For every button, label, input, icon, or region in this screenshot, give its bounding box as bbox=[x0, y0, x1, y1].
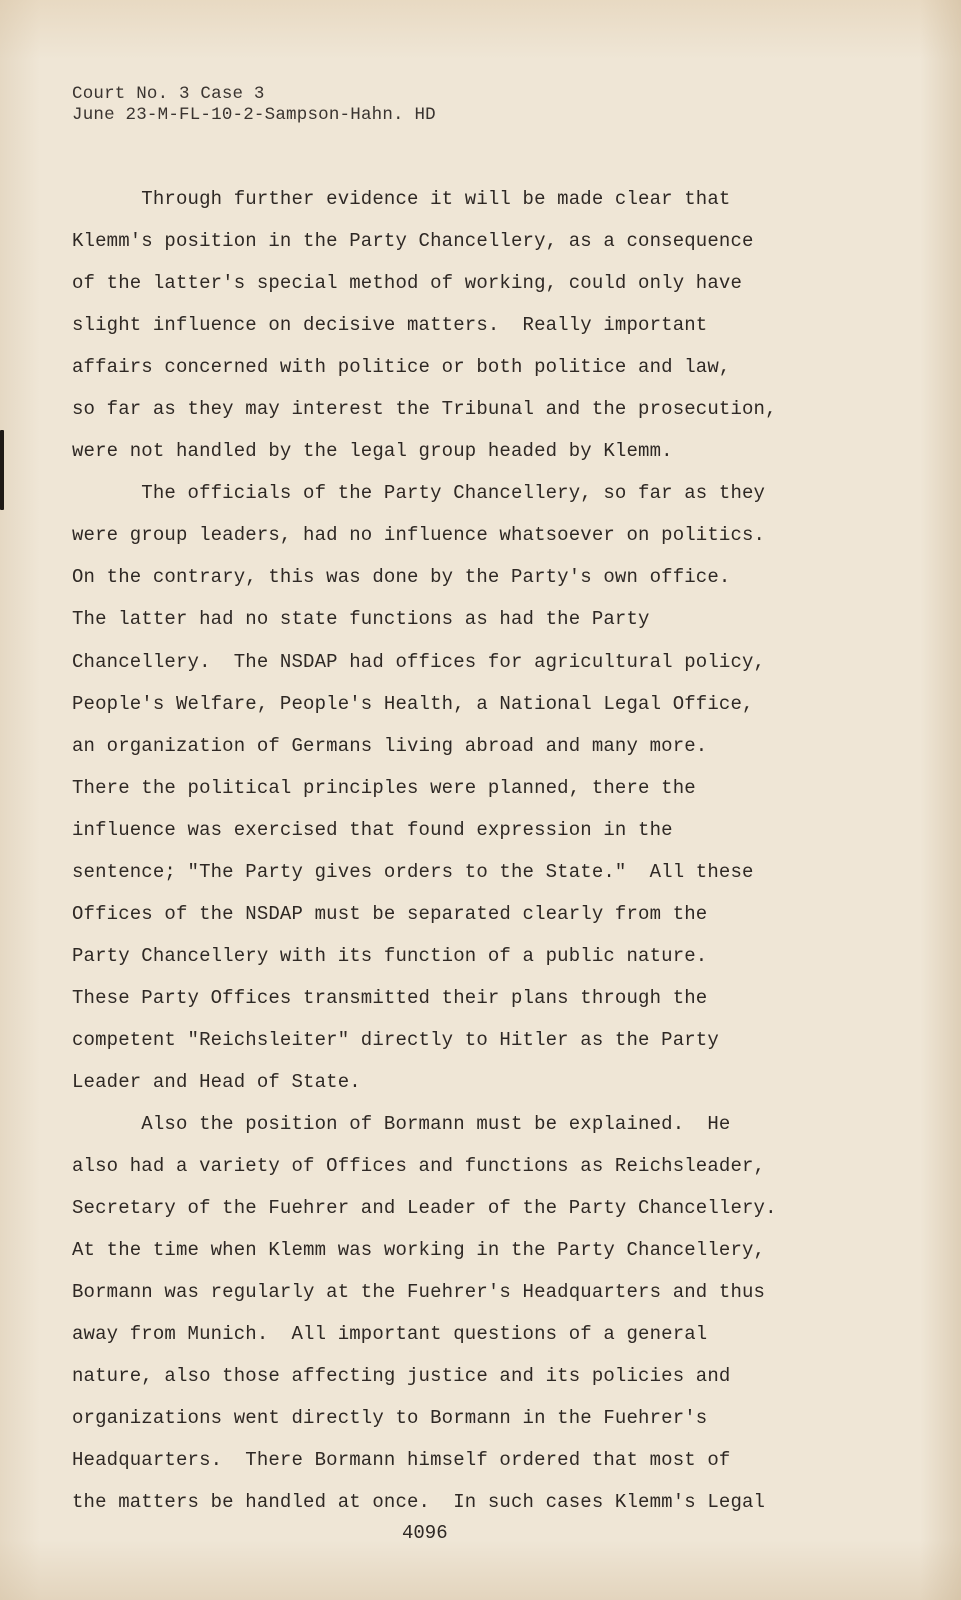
text-line: also had a variety of Offices and functions as Reichsleader, bbox=[72, 1155, 766, 1178]
header-court-case: Court No. 3 Case 3 bbox=[72, 84, 265, 104]
text-line: Offices of the NSDAP must be separated clearly from the bbox=[72, 902, 708, 925]
text-line: were group leaders, had no influence whatsoever on politics. bbox=[72, 524, 766, 547]
text-line: There the political principles were planned, there the bbox=[72, 776, 696, 799]
text-line: of the latter's special method of working, could only have bbox=[72, 272, 743, 295]
text-line: sentence; "The Party gives orders to the State." All these bbox=[72, 860, 754, 883]
text-line: were not handled by the legal group headed by Klemm. bbox=[72, 440, 673, 463]
page-number: 4096 bbox=[402, 1522, 448, 1544]
text-line: People's Welfare, People's Health, a National Legal Office, bbox=[72, 692, 754, 715]
text-line: The latter had no state functions as had the Party bbox=[72, 608, 650, 631]
text-line: Klemm's position in the Party Chancellery, as a consequence bbox=[72, 230, 754, 253]
text-line: influence was exercised that found expression in the bbox=[72, 818, 673, 841]
text-line: These Party Offices transmitted their plans through the bbox=[72, 986, 708, 1009]
text-line: On the contrary, this was done by the Party's own office. bbox=[72, 566, 731, 589]
text-line: organizations went directly to Bormann in the Fuehrer's bbox=[72, 1407, 708, 1430]
text-line: The officials of the Party Chancellery, so far as they bbox=[72, 482, 766, 505]
text-line: away from Munich. All important questions of a general bbox=[72, 1323, 708, 1346]
document-body bbox=[72, 178, 902, 1524]
document-header bbox=[72, 84, 436, 126]
text-line: Through further evidence it will be made clear that bbox=[72, 188, 731, 210]
text-line: affairs concerned with politice or both politice and law, bbox=[72, 356, 731, 379]
text-line: nature, also those affecting justice and its policies and bbox=[72, 1365, 731, 1388]
text-line: so far as they may interest the Tribunal and the prosecution, bbox=[72, 398, 777, 421]
text-line: Headquarters. There Bormann himself ordered that most of bbox=[72, 1449, 731, 1472]
text-line: Party Chancellery with its function of a public nature. bbox=[72, 944, 708, 967]
text-line: At the time when Klemm was working in the Party Chancellery, bbox=[72, 1239, 766, 1262]
text-line: competent "Reichsleiter" directly to Hitler as the Party bbox=[72, 1028, 719, 1051]
text-line: Leader and Head of State. bbox=[72, 1070, 361, 1093]
text-line: slight influence on decisive matters. Really important bbox=[72, 314, 708, 337]
header-reference-code: June 23-M-FL-10-2-Sampson-Hahn. HD bbox=[72, 105, 436, 125]
text-line: Bormann was regularly at the Fuehrer's Headquarters and thus bbox=[72, 1281, 766, 1304]
text-line: an organization of Germans living abroad and many more. bbox=[72, 734, 708, 757]
binding-mark bbox=[0, 430, 4, 510]
text-line: Chancellery. The NSDAP had offices for agricultural policy, bbox=[72, 650, 766, 673]
text-line: Secretary of the Fuehrer and Leader of the Party Chancellery. bbox=[72, 1197, 777, 1220]
text-line: Also the position of Bormann must be explained. He bbox=[72, 1113, 731, 1136]
text-line: the matters be handled at once. In such cases Klemm's Legal bbox=[72, 1491, 766, 1514]
